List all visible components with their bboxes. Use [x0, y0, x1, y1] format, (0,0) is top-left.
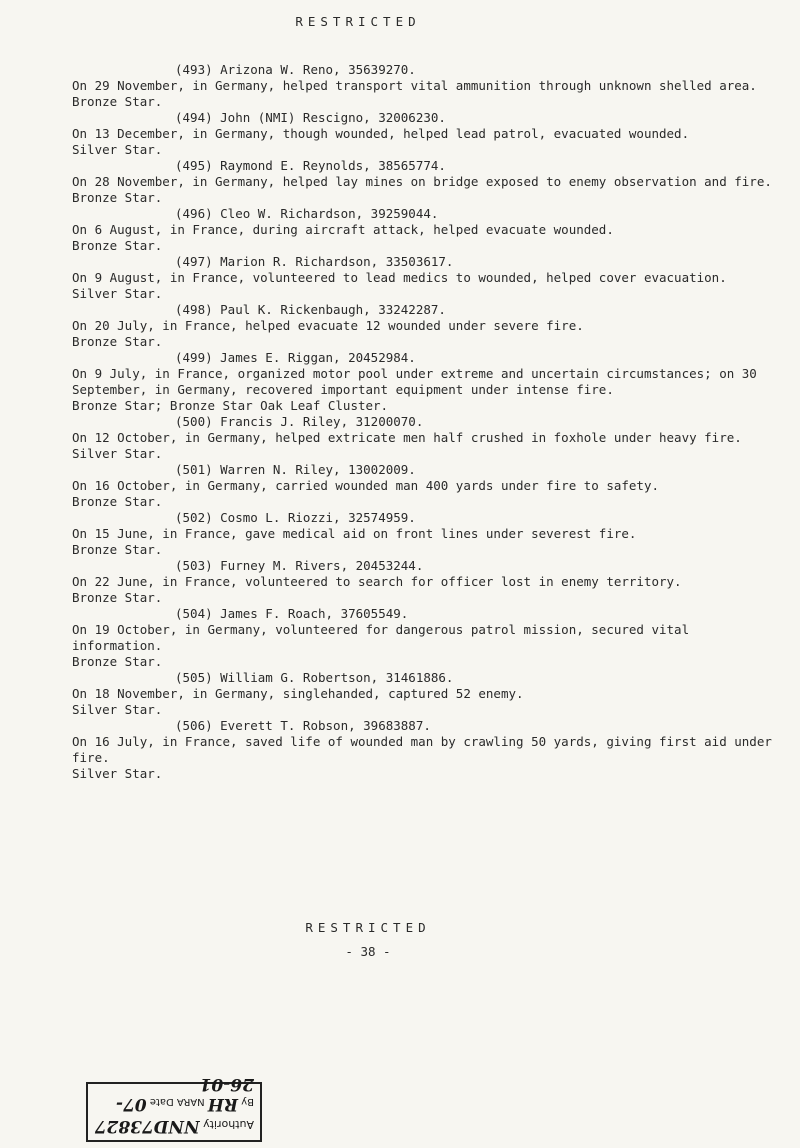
- entries-container: [72, 62, 772, 782]
- entry-citation: On 6 August, in France, during aircraft attack, helped evacuate wounded.: [72, 222, 614, 237]
- stamp-nara-label: NARA Date: [149, 1096, 205, 1107]
- entry-name: (497) Marion R. Richardson, 33503617.: [175, 254, 454, 269]
- award-entry: [72, 350, 772, 414]
- stamp-by-value: RH: [207, 1094, 239, 1114]
- entry-award: Bronze Star; Bronze Star Oak Leaf Cluster.: [72, 398, 389, 413]
- award-entry: [72, 254, 772, 302]
- entry-citation: On 16 July, in France, saved life of wounded man by crawling 50 yards, giving first aid under fire.: [72, 734, 772, 765]
- award-entry: [72, 302, 772, 350]
- footer-restricted: RESTRICTED: [305, 920, 431, 935]
- entry-award: Silver Star.: [72, 702, 163, 717]
- award-list: [72, 62, 772, 782]
- entry-citation: On 20 July, in France, helped evacuate 12 wounded under severe fire.: [72, 318, 584, 333]
- entry-award: Silver Star.: [72, 142, 163, 157]
- entry-award: Bronze Star.: [72, 334, 163, 349]
- entry-award: Bronze Star.: [72, 542, 163, 557]
- entry-name: (502) Cosmo L. Riozzi, 32574959.: [175, 510, 416, 525]
- entry-citation: On 28 November, in Germany, helped lay mines on bridge exposed to enemy observation and fire.: [72, 174, 772, 189]
- award-entry: [72, 558, 772, 606]
- entry-award: Bronze Star.: [72, 590, 163, 605]
- stamp-authority-label: Authority: [203, 1118, 254, 1131]
- entry-name: (496) Cleo W. Richardson, 39259044.: [175, 206, 439, 221]
- award-entry: [72, 158, 772, 206]
- header-restricted: RESTRICTED: [295, 14, 421, 29]
- entry-citation: On 12 October, in Germany, helped extricate men half crushed in foxhole under heavy fire.: [72, 430, 742, 445]
- entry-name: (501) Warren N. Riley, 13002009.: [175, 462, 416, 477]
- entry-name: (493) Arizona W. Reno, 35639270.: [175, 62, 416, 77]
- entry-name: (506) Everett T. Robson, 39683887.: [175, 718, 431, 733]
- entry-citation: On 22 June, in France, volunteered to search for officer lost in enemy territory.: [72, 574, 682, 589]
- award-entry: [72, 414, 772, 462]
- declassification-stamp: [86, 1074, 262, 1142]
- stamp-authority-value: NND73827: [94, 1116, 200, 1136]
- entry-award: Bronze Star.: [72, 94, 163, 109]
- page-number: - 38 -: [345, 944, 391, 959]
- entry-citation: On 18 November, in Germany, singlehanded, captured 52 enemy.: [72, 686, 524, 701]
- entry-citation: On 15 June, in France, gave medical aid on front lines under severest fire.: [72, 526, 637, 541]
- award-entry: [72, 462, 772, 510]
- entry-name: (504) James F. Roach, 37605549.: [175, 606, 409, 621]
- entry-citation: On 29 November, in Germany, helped transport vital ammunition through unknown shelled area.: [72, 78, 757, 93]
- entry-name: (500) Francis J. Riley, 31200070.: [175, 414, 424, 429]
- entry-name: (505) William G. Robertson, 31461886.: [175, 670, 454, 685]
- stamp-by-label: By: [241, 1096, 254, 1107]
- award-entry: [72, 606, 772, 670]
- award-entry: [72, 62, 772, 110]
- entry-award: Bronze Star.: [72, 190, 163, 205]
- entry-award: Bronze Star.: [72, 494, 163, 509]
- entry-citation: On 13 December, in Germany, though wounded, helped lead patrol, evacuated wounded.: [72, 126, 690, 141]
- stamp-nara-date: 07-26-01: [115, 1074, 254, 1114]
- entry-name: (498) Paul K. Rickenbaugh, 33242287.: [175, 302, 446, 317]
- entry-citation: On 16 October, in Germany, carried wounded man 400 yards under fire to safety.: [72, 478, 659, 493]
- award-entry: [72, 110, 772, 158]
- entry-name: (494) John (NMI) Rescigno, 32006230.: [175, 110, 446, 125]
- entry-award: Bronze Star.: [72, 238, 163, 253]
- entry-award: Silver Star.: [72, 766, 163, 781]
- stamp-by-line: [94, 1074, 254, 1114]
- stamp-authority-line: [94, 1116, 254, 1136]
- entry-award: Bronze Star.: [72, 654, 163, 669]
- entry-citation: On 19 October, in Germany, volunteered for dangerous patrol mission, secured vital information.: [72, 622, 690, 653]
- entry-name: (495) Raymond E. Reynolds, 38565774.: [175, 158, 446, 173]
- award-entry: [72, 510, 772, 558]
- award-entry: [72, 670, 772, 718]
- award-entry: [72, 206, 772, 254]
- entry-award: Silver Star.: [72, 286, 163, 301]
- entry-citation: On 9 August, in France, volunteered to lead medics to wounded, helped cover evacuation.: [72, 270, 727, 285]
- award-entry: [72, 718, 772, 782]
- entry-award: Silver Star.: [72, 446, 163, 461]
- entry-name: (503) Furney M. Rivers, 20453244.: [175, 558, 424, 573]
- entry-citation: On 9 July, in France, organized motor pool under extreme and uncertain circumstances; on 30 September, in Germany, recovered important equipment under intense fire.: [72, 366, 757, 397]
- entry-name: (499) James E. Riggan, 20452984.: [175, 350, 416, 365]
